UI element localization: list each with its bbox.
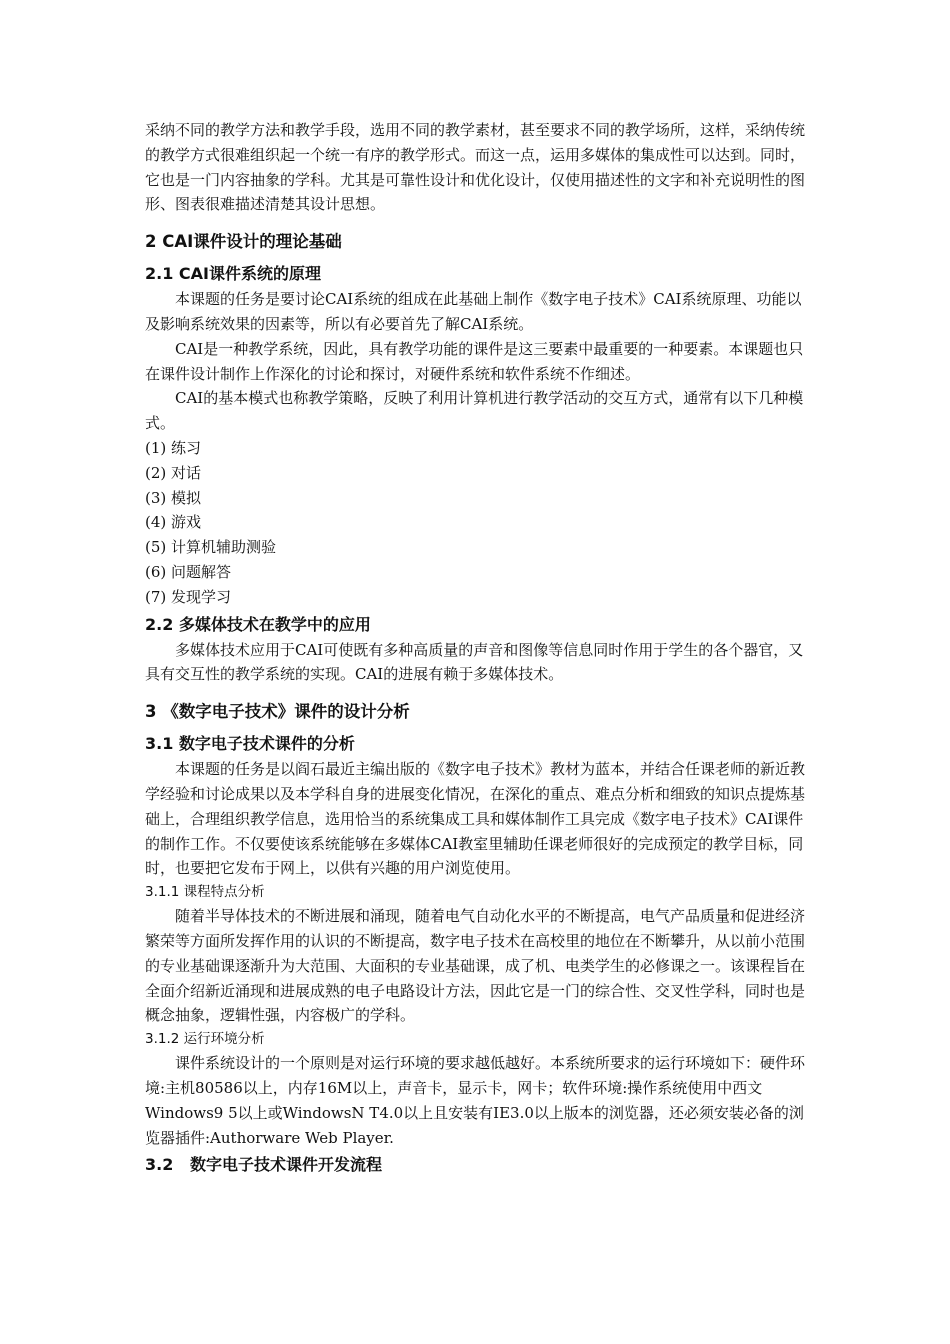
list-item: (5) 计算机辅助测验	[145, 538, 277, 557]
list-item: (1) 练习	[145, 438, 202, 457]
list-item: (7) 发现学习	[145, 587, 232, 606]
section-3-1-1-paragraph: 随着半导体技术的不断进展和涌现，随着电气自动化水平的不断提高，电气产品质量和促进经济繁荣等方面所发挥作用的认识的不断提高，数字电子技术在高校里的地位在不断攀升，从以前小范围的专业基础课逐渐升为大范围、大面积的专业基础课，成了机、电类学生的必修课之一。该课程旨在全面介绍新近涌现和进展成熟的电子电路设计方法，因此它是一门的综合性、交叉性学科，同时也是概念抽象，逻辑性强，内容极广的学科。	[145, 907, 806, 1025]
section-3-2-heading: 3.2 数字电子技术课件开发流程	[145, 1155, 383, 1175]
list-item: (6) 问题解答	[145, 562, 232, 581]
section-2-heading: 2 CAI课件设计的理论基础	[145, 232, 342, 252]
section-3-1-paragraph: 本课题的任务是以阎石最近主编出版的《数字电子技术》教材为蓝本，并结合任课老师的新近教学经验和讨论成果以及本学科自身的进展变化情况，在深化的重点、难点分析和细致的知识点提炼基础上，合理组织教学信息，选用恰当的系统集成工具和媒体制作工具完成《数字电子技术》CAI课件的制作工作。不仅要使该系统能够在多媒体CAI教室里辅助任课老师很好的完成预定的教学目标，同时，也要把它发布于网上，以供有兴趣的用户浏览使用。	[145, 760, 806, 878]
section-2-1-paragraph-1: 本课题的任务是要讨论CAI系统的组成在此基础上制作《数字电子技术》CAI系统原理、功能以及影响系统效果的因素等，所以有必要首先了解CAI系统。	[145, 290, 802, 333]
section-2-1-heading: 2.1 CAI课件系统的原理	[145, 264, 321, 284]
intro-paragraph: 采纳不同的教学方法和教学手段，选用不同的教学素材，甚至要求不同的教学场所，这样，采纳传统的教学方式很难组织起一个统一有序的教学形式。而这一点，运用多媒体的集成性可以达到。同时，它也是一门内容抽象的学科。尤其是可靠性设计和优化设计，仅使用描述性的文字和补充说明性的图形、图表很难描述清楚其设计思想。	[145, 121, 806, 214]
section-2-2-heading: 2.2 多媒体技术在教学中的应用	[145, 614, 371, 634]
section-2-1-paragraph-2: CAI是一种教学系统，因此，具有教学功能的课件是这三要素中最重要的一种要素。本课题也只在课件设计制作上作深化的讨论和探讨，对硬件系统和软件系统不作细述。	[145, 339, 804, 383]
list-item: (4) 游戏	[145, 513, 202, 532]
list-item: (3) 模拟	[145, 488, 202, 507]
section-2-1-paragraph-3: CAI的基本模式也称教学策略，反映了利用计算机进行教学活动的交互方式，通常有以下几种模式。	[145, 389, 804, 433]
list-item: (2) 对话	[145, 463, 202, 482]
document-page	[145, 118, 810, 1178]
section-3-1-2-paragraph: 课件系统设计的一个原则是对运行环境的要求越低越好。本系统所要求的运行环境如下：硬件环境:主机80586以上，内存16M以上，声音卡，显示卡，网卡；软件环境:操作系统使用中西文Windows9 5以上或WindowsN T4.0以上且安装有IE3.0以上版本的浏览器，还必须安装必备的浏览器插件:Authorware Web Player.	[145, 1054, 806, 1147]
section-3-1-1-heading: 3.1.1 课程特点分析	[145, 884, 265, 901]
section-3-1-heading: 3.1 数字电子技术课件的分析	[145, 734, 355, 754]
section-3-1-2-heading: 3.1.2 运行环境分析	[145, 1031, 265, 1048]
section-3-heading: 3 《数字电子技术》课件的设计分析	[145, 702, 410, 722]
section-2-2-paragraph: 多媒体技术应用于CAI可使既有多种高质量的声音和图像等信息同时作用于学生的各个器官，又具有交互性的教学系统的实现。CAI的进展有赖于多媒体技术。	[145, 640, 804, 684]
